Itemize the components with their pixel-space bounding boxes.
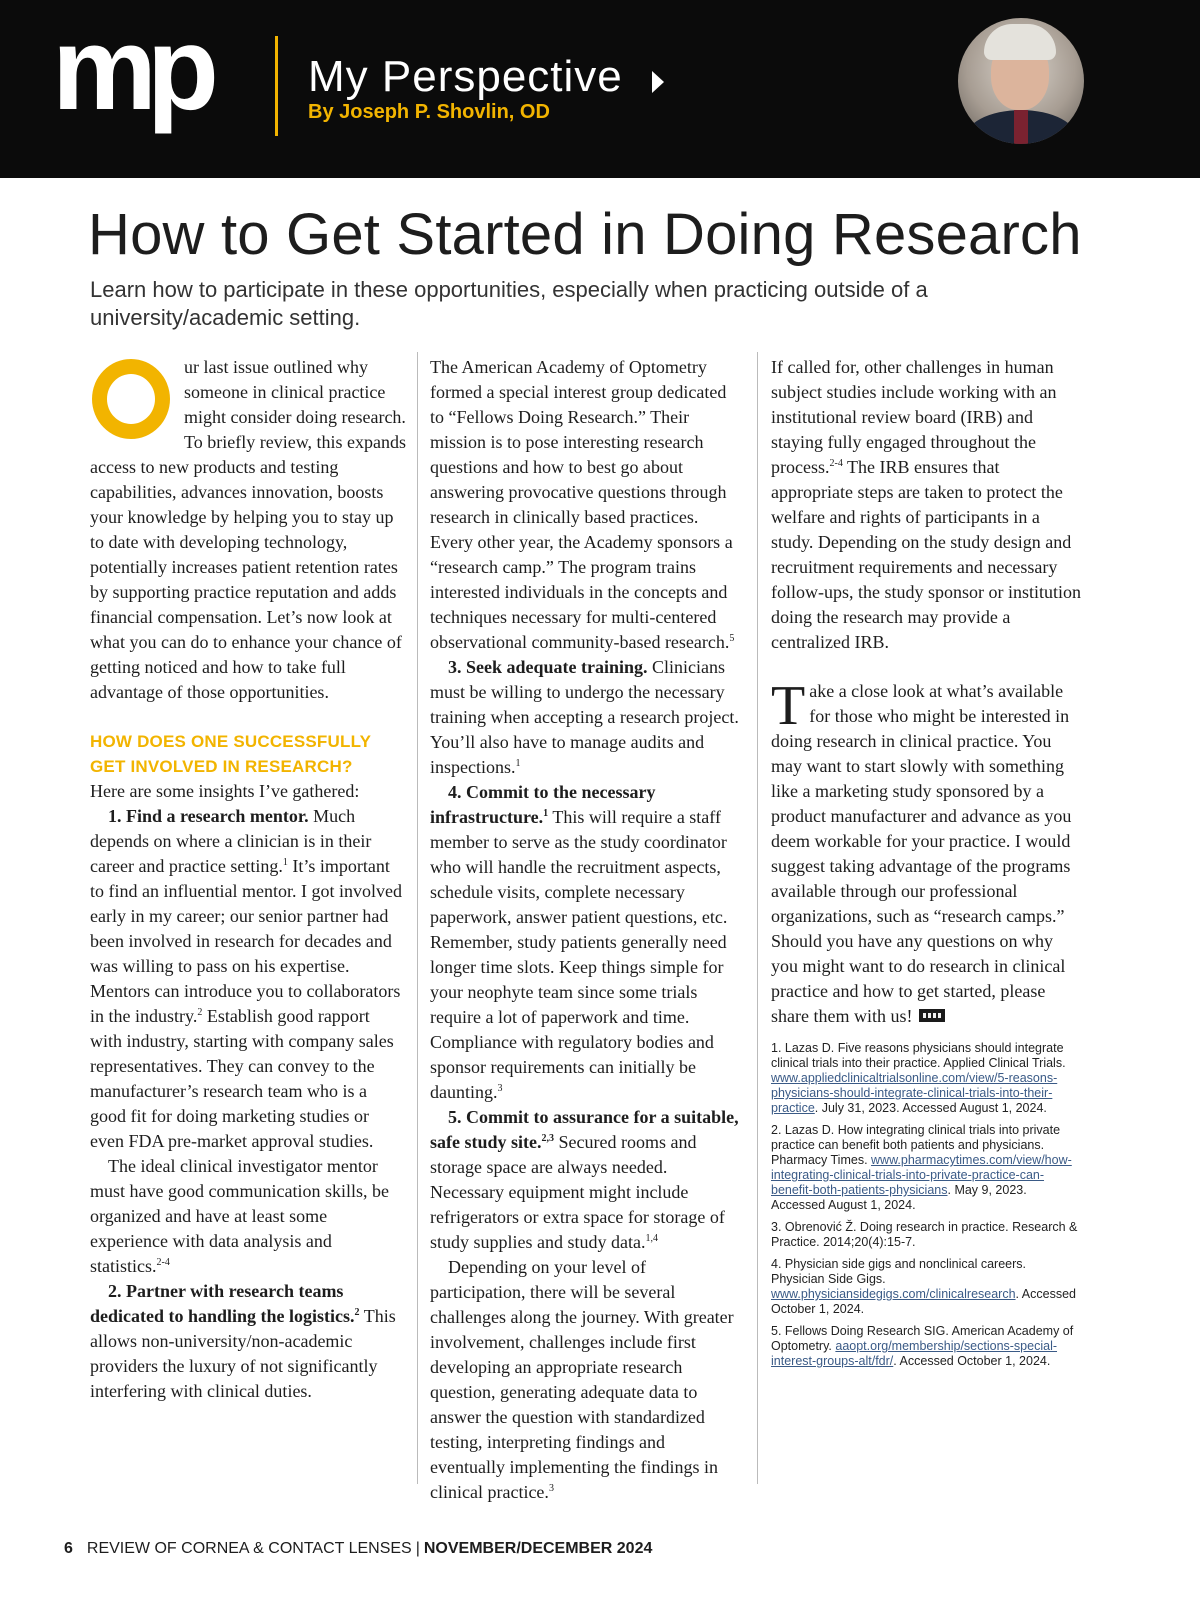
dropcap-o bbox=[90, 359, 170, 441]
article-deck: Learn how to participate in these opportunities, especially when practicing outside of a university/academic setting. bbox=[90, 277, 928, 330]
reference-text: 3. Obrenović Ž. Doing research in practice. Research & Practice. 2014;20(4):15-7. bbox=[771, 1220, 1078, 1249]
tip-1-heading: 1. Find a research mentor. bbox=[108, 806, 309, 826]
closing-paragraph bbox=[771, 675, 1081, 1029]
dropcap-ring bbox=[92, 359, 170, 439]
issue-date: NOVEMBER/DECEMBER 2024 bbox=[423, 1540, 653, 1557]
mentor-paragraph bbox=[90, 1154, 406, 1279]
challenges-text: Depending on your level of participation, there will be several challenges along the journey. With greater involvement, challenges include first developing an appropriate research question, generating adequate data to answer the question with standardized testing, interpreting findings and eventually implementing the findings in clinical practice. bbox=[430, 1257, 734, 1502]
article-column-1 bbox=[90, 355, 406, 1404]
header-banner bbox=[0, 0, 1200, 178]
tip-4-text: This will require a staff member to serve as the study coordinator who will handle the recruitment aspects, schedule visits, complete necessary paperwork, answer patient questions, etc. Remember, study patients generally need longer time slots. Keep things simple for your neophyte team since some trials require a lot of paperwork and time. Compliance with regulatory bodies and sponsor requirements can initially be daunting. bbox=[430, 807, 728, 1102]
tip-2-heading bbox=[90, 1281, 360, 1326]
citation: 2 bbox=[197, 1007, 203, 1018]
publication-name: REVIEW OF CORNEA & CONTACT LENSES bbox=[86, 1540, 412, 1557]
citation: 2-4 bbox=[156, 1257, 170, 1268]
citation: 3 bbox=[548, 1483, 554, 1494]
reference-item bbox=[771, 1041, 1081, 1116]
reference-link[interactable]: www.pharmacytimes.com/view/how-integrating-clinical-trials-into-private-practice-can-benefit-both-patients-physicians bbox=[771, 1153, 1072, 1197]
author-photo-tie bbox=[1014, 110, 1028, 144]
page-number: 6 bbox=[64, 1540, 73, 1557]
tip-1-text: Much depends on where a clinician is in their career and practice setting. bbox=[90, 806, 372, 876]
tip-5-paragraph bbox=[430, 1105, 740, 1255]
irb-text: The IRB ensures that appropriate steps are taken to protect the welfare and rights of participants in a study. Depending on the study design and recruitment requirements and necessary follow-ups, the study sponsor or institution doing the research may provide a centralized IRB. bbox=[771, 457, 1081, 652]
page-footer bbox=[64, 1540, 652, 1558]
column-rule bbox=[417, 352, 418, 1484]
article-title: How to Get Started in Doing Research bbox=[88, 202, 1082, 267]
column-rule bbox=[757, 352, 758, 1484]
tip-5-text: Secured rooms and storage space are always needed. Necessary equipment might include refrigerators or extra space for storage of study supplies and study data. bbox=[430, 1132, 725, 1252]
reference-link[interactable]: www.physiciansidegigs.com/clinicalresearch bbox=[771, 1287, 1016, 1301]
play-arrow-icon bbox=[652, 71, 664, 93]
tip-1-text: It’s important to find an influential mentor. I got involved early in my career; our senior partner had been involved in research for decades and was willing to pass on his expertise. Mentors can introduce you to collaborators in the industry. bbox=[90, 856, 402, 1026]
tip-1-paragraph bbox=[90, 804, 406, 1154]
reference-text: 1. Lazas D. Five reasons physicians should integrate clinical trials into their practice. Applied Clinical Trials. bbox=[771, 1041, 1066, 1070]
citation: 1,4 bbox=[645, 1233, 658, 1244]
reference-item bbox=[771, 1220, 1081, 1250]
citation: 2 bbox=[354, 1307, 360, 1318]
citation: 2-4 bbox=[829, 458, 843, 469]
reference-text: 4. Physician side gigs and nonclinical careers. Physician Side Gigs. bbox=[771, 1257, 1026, 1286]
logo-divider bbox=[275, 36, 278, 136]
citation: 1 bbox=[515, 758, 521, 769]
closing-text: ake a close look at what’s available for those who might be interested in doing research in clinical practice. You may want to start slowly with something like a marketing study sponsored by a product manufacturer and advance as you deem workable for your practice. I would suggest taking advantage of the programs available through our professional organizations, such as “research camps.” Should you have any questions on why you might want to do research in clinical practice and how to get started, please share them with us! bbox=[771, 681, 1072, 1026]
tip-3-paragraph bbox=[430, 655, 740, 780]
dropcap-t: T bbox=[771, 675, 806, 737]
academy-paragraph bbox=[430, 355, 740, 655]
tip-3-text: Clinicians must be willing to undergo the necessary training when accepting a research project. You’ll also have to manage audits and inspections. bbox=[430, 657, 739, 777]
byline: By Joseph P. Shovlin, OD bbox=[308, 101, 550, 123]
insights-lead: Here are some insights I’ve gathered: bbox=[90, 781, 360, 801]
reference-text: . Accessed October 1, 2024. bbox=[771, 1287, 1076, 1316]
reference-text: 5. Fellows Doing Research SIG. American Academy of Optometry. bbox=[771, 1324, 1074, 1353]
challenges-paragraph bbox=[430, 1255, 740, 1505]
tip-5-heading-text: 5. Commit to assurance for a suitable, safe study site. bbox=[430, 1107, 739, 1152]
reference-text: . May 9, 2023. Accessed August 1, 2024. bbox=[771, 1183, 1027, 1212]
reference-item bbox=[771, 1257, 1081, 1317]
section-subhead: HOW DOES ONE SUCCESSFULLY GET INVOLVED IN RESEARCH? bbox=[90, 732, 371, 776]
academy-text: The American Academy of Optometry formed a special interest group dedicated to “Fellows Doing Research.” Their mission is to pose interesting research questions and how to best go about answering provocative questions through research in clinically based practices. Every other year, the Academy sponsors a “research camp.” The program trains interested individuals in the concepts and techniques necessary for multi-centered observational community-based research. bbox=[430, 357, 733, 652]
tip-4-heading-text: 4. Commit to the necessary infrastructure. bbox=[430, 782, 656, 827]
end-mark-icon bbox=[919, 1009, 945, 1022]
reference-item bbox=[771, 1123, 1081, 1213]
reference-link[interactable]: aaopt.org/membership/sections-special-interest-groups-alt/fdr/ bbox=[771, 1339, 1058, 1368]
intro-paragraph bbox=[90, 355, 406, 705]
author-photo-hair bbox=[984, 24, 1056, 60]
tip-2-paragraph bbox=[90, 1279, 406, 1404]
article-column-2 bbox=[430, 355, 740, 1505]
irb-paragraph bbox=[771, 355, 1081, 655]
citation: 1 bbox=[282, 857, 288, 868]
reference-item bbox=[771, 1324, 1081, 1369]
tip-2-heading-text: 2. Partner with research teams dedicated to handling the logistics. bbox=[90, 1281, 355, 1326]
reference-text: 2. Lazas D. How integrating clinical trials into private practice can benefit both patients and physicians. Pharmacy Times. bbox=[771, 1123, 1061, 1167]
intro-text: ur last issue outlined why someone in clinical practice might consider doing research. To briefly review, this expands access to new products and testing capabilities, advances innovation, boosts your knowledge by helping you to stay up to date with developing technology, potentially increases patient retention rates by supporting practice reputation and adds financial compensation. Let’s now look at what you can do to enhance your chance of getting noticed and how to take full advantage of those opportunities. bbox=[90, 357, 407, 702]
tip-2-text: This allows non-university/non-academic providers the luxury of not significantly interfering with clinical duties. bbox=[90, 1306, 396, 1401]
tip-3-heading: 3. Seek adequate training. bbox=[448, 657, 648, 677]
magazine-logo: mp bbox=[52, 3, 209, 135]
mentor-text: The ideal clinical investigator mentor must have good communication skills, be organized and have at least some experience with data analysis and statistics. bbox=[90, 1156, 389, 1276]
article-column-3 bbox=[771, 355, 1081, 1376]
tip-1-text: Establish good rapport with industry, starting with company sales representatives. They can convey to the manufacturer’s research team who is a good fit for doing marketing studies or even FDA pre-market approval studies. bbox=[90, 1006, 394, 1151]
irb-text: If called for, other challenges in human subject studies include working with an institutional review board (IRB) and staying fully engaged throughout the process. bbox=[771, 357, 1057, 477]
citation: 2,3 bbox=[541, 1133, 554, 1144]
footer-separator: | bbox=[415, 1540, 420, 1557]
citation: 5 bbox=[729, 633, 735, 644]
reference-text: . Accessed October 1, 2024. bbox=[893, 1354, 1051, 1368]
tip-4-paragraph bbox=[430, 780, 740, 1105]
reference-text: . July 31, 2023. Accessed August 1, 2024. bbox=[814, 1101, 1047, 1115]
author-photo bbox=[958, 18, 1084, 144]
citation: 3 bbox=[497, 1083, 503, 1094]
citation: 1 bbox=[543, 808, 549, 819]
column-name: My Perspective bbox=[308, 52, 623, 101]
reference-link[interactable]: www.appliedclinicaltrialsonline.com/view/5-reasons-physicians-should-integrate-clinical-trials-into-their-practice bbox=[771, 1071, 1058, 1115]
paragraph-gap bbox=[771, 655, 1081, 679]
references-list bbox=[771, 1041, 1081, 1369]
